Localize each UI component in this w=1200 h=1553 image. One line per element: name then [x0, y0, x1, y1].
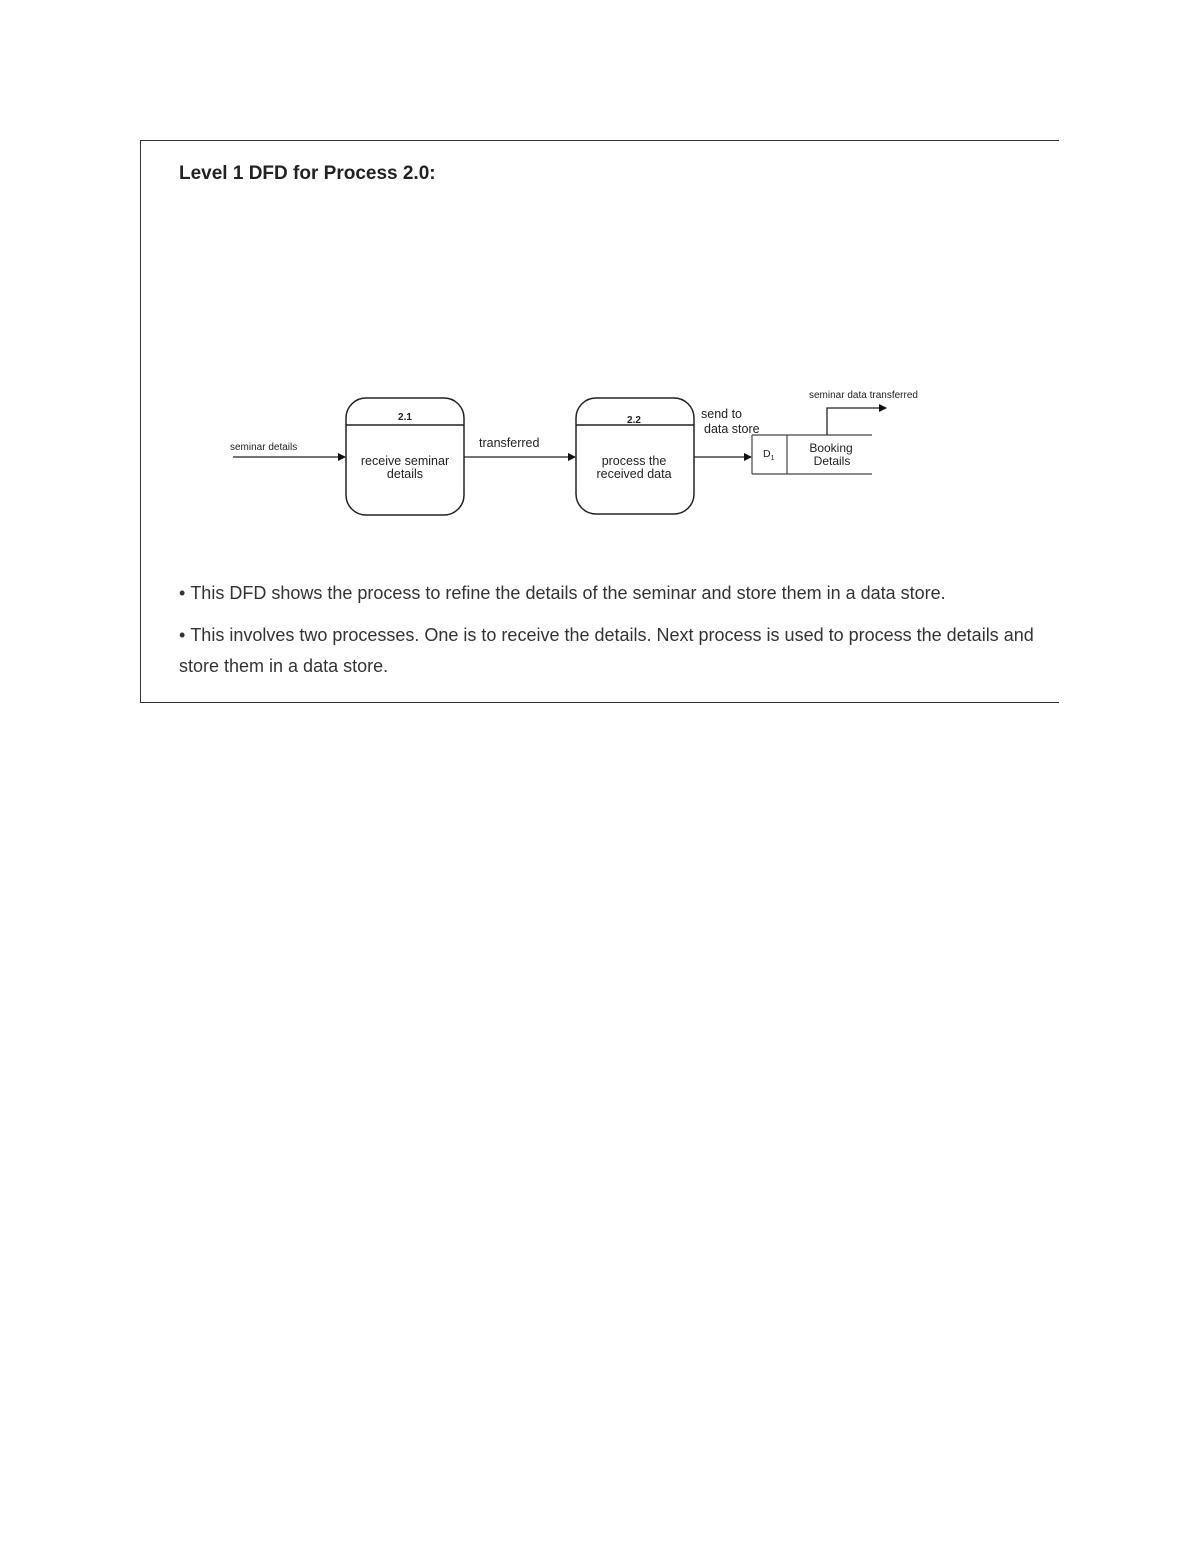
list-item: • This DFD shows the process to refine the details of the seminar and store them in a data store.: [179, 578, 1039, 609]
flow-send-to-data-store: [694, 407, 760, 457]
process-label-2-2-line1: process the: [601, 454, 667, 468]
process-2-2: [576, 398, 694, 514]
flow-label-send-to: send to: [701, 407, 743, 421]
bullet-list: [179, 578, 1039, 693]
list-item: • This involves two processes. One is to receive the details. Next process is used to process the details and store them in a data store.: [179, 620, 1039, 682]
flow-label-seminar-details: seminar details: [230, 442, 298, 453]
process-label-2-2-line2: received data: [596, 467, 672, 481]
process-2-1: [346, 398, 464, 515]
process-id-2-1: 2.1: [398, 412, 412, 423]
data-store-label-line2: Details: [813, 454, 851, 468]
data-store-label-line1: Booking: [809, 441, 853, 455]
data-store-id: $D_1$: [763, 448, 775, 462]
process-label-2-1-line1: receive seminar: [360, 454, 450, 468]
flow-label-transferred: transferred: [479, 436, 540, 450]
flow-seminar-details: [230, 442, 345, 457]
flow-label-data-store: data store: [704, 422, 760, 436]
data-store-d1: [752, 435, 872, 474]
flow-transferred: [464, 436, 575, 457]
process-label-2-1-line2: details: [386, 467, 424, 481]
content-frame: [140, 140, 1059, 703]
flow-label-seminar-data-transferred: seminar data transferred: [809, 390, 918, 401]
dfd-diagram: [141, 141, 1060, 541]
process-id-2-2: 2.2: [627, 415, 641, 426]
flow-seminar-data-transferred: [809, 390, 918, 435]
page-title: Level 1 DFD for Process 2.0:: [179, 163, 436, 184]
